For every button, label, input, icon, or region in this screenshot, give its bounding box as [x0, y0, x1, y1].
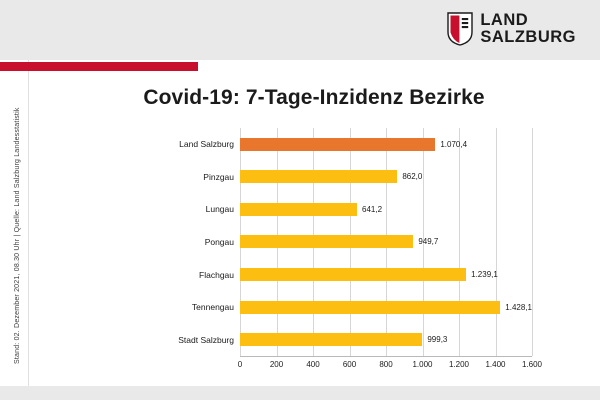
page-footer — [0, 386, 600, 400]
category-label: Land Salzburg — [179, 139, 234, 150]
chart — [140, 128, 570, 376]
bar — [240, 138, 435, 151]
bar-value-label: 1.428,1 — [505, 302, 532, 312]
x-tick-label: 400 — [306, 360, 320, 369]
bar-value-label: 862,0 — [402, 172, 423, 182]
x-axis-line — [240, 356, 532, 357]
bar-row — [199, 258, 532, 291]
category-label: Tennengau — [191, 302, 234, 313]
page-title: Covid-19: 7-Tage-Inzidenz Bezirke — [143, 86, 485, 109]
category-label: Pinzgau — [203, 171, 234, 182]
bar-value-label: 999,3 — [427, 335, 448, 345]
category-label: Lungau — [205, 204, 234, 215]
bar-value-label: 1.239,1 — [471, 270, 498, 280]
bar — [240, 235, 413, 248]
bar-row — [205, 193, 532, 226]
x-tick-label: 0 — [237, 360, 243, 369]
bar — [240, 170, 397, 183]
plot-area — [178, 128, 532, 356]
bar — [240, 333, 422, 346]
bar — [240, 301, 500, 314]
x-tick-label: 1.600 — [521, 360, 543, 369]
category-label: Stadt Salzburg — [178, 334, 234, 345]
x-tick-label: 1.400 — [485, 360, 506, 369]
bar — [240, 203, 357, 216]
land-salzburg-logo — [447, 12, 576, 46]
x-tick-label: 200 — [269, 360, 284, 369]
x-tick-label: 600 — [342, 360, 357, 369]
x-tick-label: 1.200 — [448, 360, 470, 369]
bar-value-label: 949,7 — [418, 237, 439, 247]
x-tick-label: 1.000 — [412, 360, 433, 369]
bar-row — [191, 291, 532, 324]
page-header — [0, 0, 600, 60]
gridline — [532, 128, 533, 356]
bar-value-label: 1.070,4 — [440, 139, 468, 149]
source-note: Stand: 02. Dezember 2021, 08.30 Uhr | Quelle: Land Salzburg Landesstatistik — [14, 107, 21, 364]
bar-row — [204, 226, 532, 259]
bar-value-label: 641,2 — [362, 204, 383, 214]
bar-row — [203, 161, 532, 194]
logo-line-1: LAND — [480, 11, 529, 30]
bar-row — [179, 128, 532, 161]
category-label: Flachgau — [199, 269, 234, 280]
bar-row — [178, 323, 532, 356]
x-tick-label: 800 — [379, 360, 393, 369]
bar — [240, 268, 466, 281]
logo-line-2: SALZBURG — [480, 28, 576, 46]
x-axis-tick-labels — [237, 360, 543, 374]
category-label: Pongau — [204, 236, 234, 247]
salzburg-coat-of-arms-icon — [447, 12, 473, 46]
accent-red-bar — [0, 62, 198, 71]
